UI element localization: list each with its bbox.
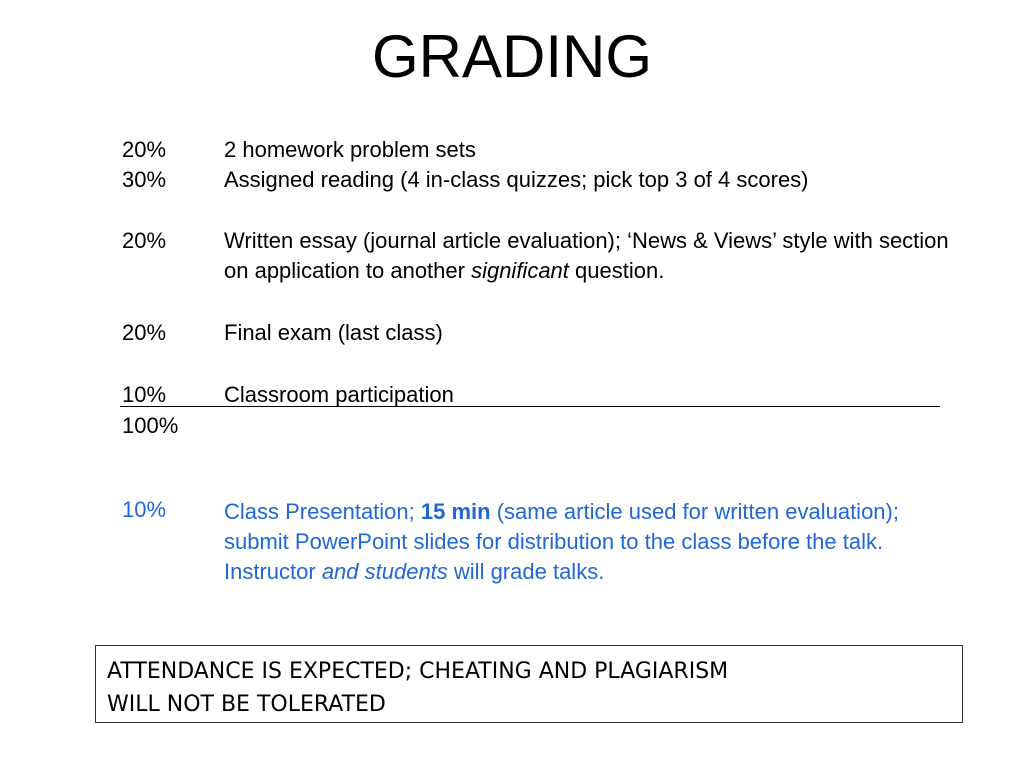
grading-item-percent: 10%	[122, 382, 167, 407]
grading-item-percent: 20%	[122, 320, 167, 345]
grading-item-description	[224, 226, 964, 286]
attendance-notice-text	[107, 655, 957, 721]
grading-item-description: Classroom participation	[224, 382, 454, 407]
presentation-description	[224, 497, 964, 587]
presentation-text-emphasis: and students	[321, 559, 448, 584]
presentation-duration: 15 min	[420, 499, 491, 524]
notice-line-1: ATTENDANCE IS EXPECTED; CHEATING AND PLAGIARISM	[107, 659, 729, 684]
grading-item-description: Final exam (last class)	[224, 320, 443, 345]
essay-text-start: Written essay (journal article evaluation); ‘News & Views’ style with section on application to another	[224, 228, 949, 283]
presentation-text-start: Class Presentation;	[224, 499, 421, 524]
grading-item-percent: 20%	[122, 137, 167, 162]
page-title: GRADING	[371, 23, 653, 90]
grading-item-percent: 30%	[122, 167, 167, 192]
essay-text-end: question.	[568, 258, 665, 283]
presentation-text-middle: (same article used for written evaluation); submit PowerPoint slides for distribution to the class before the talk. Instructor	[224, 499, 899, 584]
total-percent: 100%	[122, 413, 179, 438]
presentation-text-end: will grade talks.	[447, 559, 605, 584]
attendance-notice-box	[95, 645, 963, 723]
essay-text-emphasis: significant	[471, 258, 569, 283]
grading-item-description: 2 homework problem sets	[224, 137, 476, 162]
grading-item-percent: 20%	[122, 228, 167, 253]
grading-item-description: Assigned reading (4 in-class quizzes; pick top 3 of 4 scores)	[224, 167, 809, 192]
notice-line-2: WILL NOT BE TOLERATED	[107, 692, 386, 717]
total-divider	[120, 406, 940, 407]
presentation-percent: 10%	[122, 497, 167, 522]
